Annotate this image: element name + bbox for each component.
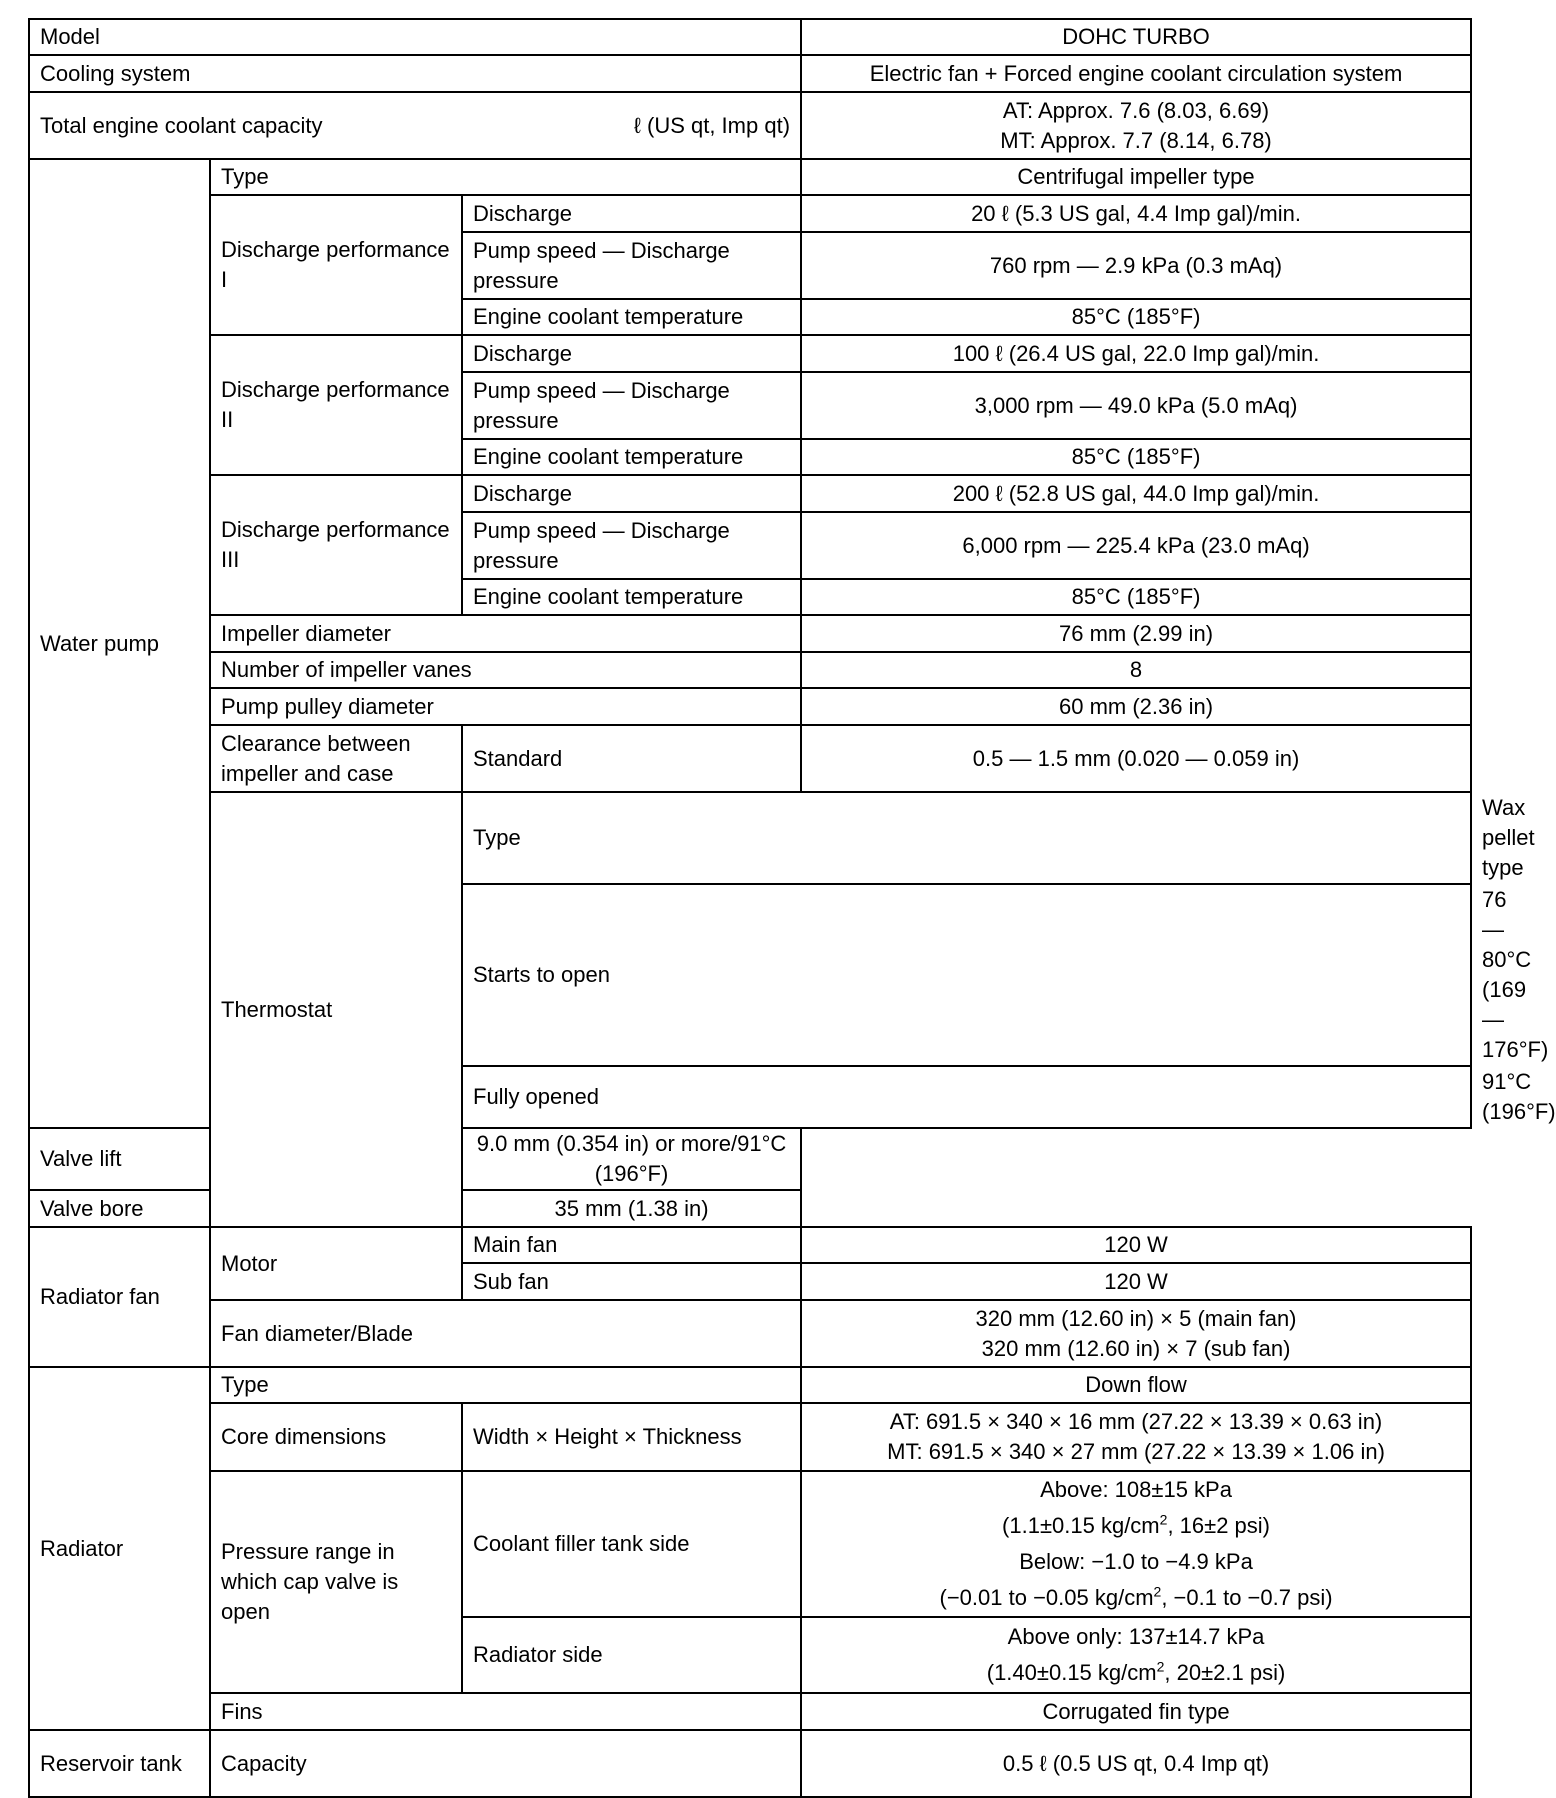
table-row bbox=[29, 688, 1471, 725]
table-row bbox=[29, 475, 1471, 512]
model-value: DOHC TURBO bbox=[801, 19, 1471, 55]
model-label: Model bbox=[29, 19, 801, 55]
filler-line-4-sup: 2 bbox=[1153, 1583, 1162, 1600]
perf2-speed-label: Pump speed — Discharge pressure bbox=[462, 372, 801, 439]
table-row: Starts to open 76 — 80°C (169 — 176°F) bbox=[29, 884, 1471, 1066]
table-row bbox=[29, 195, 1471, 232]
core-mt: MT: 691.5 × 340 × 27 mm (27.22 × 13.39 × 1.06 in) bbox=[887, 1439, 1385, 1464]
thermo-lift-value: 9.0 mm (0.354 in) or more/91°C (196°F) bbox=[462, 1128, 801, 1190]
reservoir-capacity-value: 0.5 ℓ (0.5 US qt, 0.4 Imp qt) bbox=[801, 1730, 1471, 1797]
table-row: Fully opened 91°C (196°F) bbox=[29, 1066, 1471, 1128]
pressure-range-label: Pressure range in which cap valve is open bbox=[210, 1471, 462, 1693]
filler-line-2b: , 16±2 psi) bbox=[1167, 1513, 1271, 1538]
radiator-fan-label: Radiator fan bbox=[29, 1227, 210, 1367]
wp-type-value: Centrifugal impeller type bbox=[801, 159, 1471, 195]
core-at: AT: 691.5 × 340 × 16 mm (27.22 × 13.39 × 0.63 in) bbox=[889, 1409, 1383, 1434]
total-capacity-label: Total engine coolant capacity bbox=[40, 112, 323, 138]
core-dimensions-value bbox=[801, 1403, 1471, 1471]
total-capacity-at: AT: Approx. 7.6 (8.03, 6.69) bbox=[1002, 97, 1270, 123]
table-row bbox=[29, 1471, 1471, 1617]
perf3-label: Discharge performance III bbox=[210, 475, 462, 615]
perf3-speed-label: Pump speed — Discharge pressure bbox=[462, 512, 801, 579]
radiator-line-2-sup: 2 bbox=[1156, 1658, 1165, 1675]
radiator-side-value bbox=[801, 1617, 1471, 1693]
perf1-temp-label: Engine coolant temperature bbox=[462, 299, 801, 335]
table-row bbox=[29, 1300, 1471, 1367]
table-row bbox=[29, 1730, 1471, 1797]
table-row bbox=[29, 92, 1471, 159]
filler-line-4a: (−0.01 to −0.05 kg/cm bbox=[939, 1585, 1154, 1610]
filler-line-2-sup: 2 bbox=[1159, 1511, 1168, 1528]
radiator-line-2 bbox=[812, 1655, 1460, 1691]
table-row bbox=[29, 1190, 1471, 1227]
table-row bbox=[29, 159, 1471, 195]
perf1-temp-value: 85°C (185°F) bbox=[801, 299, 1471, 335]
thermo-type-label: Type bbox=[462, 792, 1471, 884]
table-row bbox=[29, 1367, 1471, 1403]
radiator-side-label: Radiator side bbox=[462, 1617, 801, 1693]
table-row bbox=[29, 615, 1471, 652]
thermo-fully-label: Fully opened bbox=[462, 1066, 1471, 1128]
filler-line-4b: , −0.1 to −0.7 psi) bbox=[1161, 1585, 1333, 1610]
reservoir-label: Reservoir tank bbox=[29, 1730, 210, 1797]
table-row bbox=[29, 652, 1471, 688]
table-row bbox=[29, 725, 1471, 792]
table-row bbox=[29, 1403, 1471, 1471]
thermo-bore-value: 35 mm (1.38 in) bbox=[462, 1190, 801, 1227]
sub-fan-value: 120 W bbox=[801, 1263, 1471, 1300]
radiator-line-2b: , 20±2.1 psi) bbox=[1164, 1660, 1286, 1685]
pulley-diameter-label: Pump pulley diameter bbox=[210, 688, 801, 725]
perf2-discharge-value: 100 ℓ (26.4 US gal, 22.0 Imp gal)/min. bbox=[801, 335, 1471, 372]
reservoir-capacity-label: Capacity bbox=[210, 1730, 801, 1797]
perf3-speed-value: 6,000 rpm — 225.4 kPa (23.0 mAq) bbox=[801, 512, 1471, 579]
perf1-discharge-label: Discharge bbox=[462, 195, 801, 232]
total-capacity-cell bbox=[29, 92, 801, 159]
table-row bbox=[29, 335, 1471, 372]
impeller-vanes-label: Number of impeller vanes bbox=[210, 652, 801, 688]
filler-line-3: Below: −1.0 to −4.9 kPa bbox=[1019, 1549, 1253, 1574]
table-row bbox=[29, 55, 1471, 92]
perf1-speed-label: Pump speed — Discharge pressure bbox=[462, 232, 801, 299]
fan-diameter-sub: 320 mm (12.60 in) × 7 (sub fan) bbox=[981, 1335, 1291, 1361]
table-row bbox=[29, 1128, 1471, 1190]
wp-type-label: Type bbox=[210, 159, 801, 195]
filler-line-2 bbox=[812, 1508, 1460, 1544]
perf1-discharge-value: 20 ℓ (5.3 US gal, 4.4 Imp gal)/min. bbox=[801, 195, 1471, 232]
total-capacity-value bbox=[801, 92, 1471, 159]
total-capacity-mt: MT: Approx. 7.7 (8.14, 6.78) bbox=[1000, 127, 1272, 153]
perf2-speed-value: 3,000 rpm — 49.0 kPa (5.0 mAq) bbox=[801, 372, 1471, 439]
cooling-spec-table bbox=[28, 18, 1556, 1798]
perf2-discharge-label: Discharge bbox=[462, 335, 801, 372]
filler-line-4 bbox=[812, 1580, 1460, 1616]
filler-line-1: Above: 108±15 kPa bbox=[1040, 1477, 1232, 1502]
perf3-temp-value: 85°C (185°F) bbox=[801, 579, 1471, 615]
radiator-type-label: Type bbox=[210, 1367, 801, 1403]
perf1-label: Discharge performance I bbox=[210, 195, 462, 335]
perf1-speed-value: 760 rpm — 2.9 kPa (0.3 mAq) bbox=[801, 232, 1471, 299]
motor-label: Motor bbox=[210, 1227, 462, 1300]
sub-fan-label: Sub fan bbox=[462, 1263, 801, 1300]
main-fan-value: 120 W bbox=[801, 1227, 1471, 1263]
impeller-vanes-value: 8 bbox=[801, 652, 1471, 688]
radiator-label: Radiator bbox=[29, 1367, 210, 1730]
cooling-system-label: Cooling system bbox=[29, 55, 801, 92]
impeller-diameter-label: Impeller diameter bbox=[210, 615, 801, 652]
filler-line-2a: (1.1±0.15 kg/cm bbox=[1002, 1513, 1160, 1538]
main-fan-label: Main fan bbox=[462, 1227, 801, 1263]
pulley-diameter-value: 60 mm (2.36 in) bbox=[801, 688, 1471, 725]
radiator-type-value: Down flow bbox=[801, 1367, 1471, 1403]
fins-label: Fins bbox=[210, 1693, 801, 1730]
perf2-temp-value: 85°C (185°F) bbox=[801, 439, 1471, 475]
radiator-line-1: Above only: 137±14.7 kPa bbox=[1007, 1624, 1265, 1649]
core-dimensions-sub: Width × Height × Thickness bbox=[462, 1403, 801, 1471]
clearance-value: 0.5 — 1.5 mm (0.020 — 0.059 in) bbox=[801, 725, 1471, 792]
thermo-starts-label: Starts to open bbox=[462, 884, 1471, 1066]
clearance-standard-label: Standard bbox=[462, 725, 801, 792]
thermo-bore-label: Valve bore bbox=[29, 1190, 462, 1227]
fan-diameter-value bbox=[801, 1300, 1471, 1367]
table-row bbox=[29, 1693, 1471, 1730]
clearance-label: Clearance between impeller and case bbox=[210, 725, 462, 792]
filler-tank-value bbox=[801, 1471, 1471, 1617]
radiator-line-2a: (1.40±0.15 kg/cm bbox=[986, 1660, 1157, 1685]
perf3-discharge-label: Discharge bbox=[462, 475, 801, 512]
perf2-label: Discharge performance II bbox=[210, 335, 462, 475]
fan-diameter-label: Fan diameter/Blade bbox=[210, 1300, 801, 1367]
filler-tank-label: Coolant filler tank side bbox=[462, 1471, 801, 1617]
table-row bbox=[29, 19, 1471, 55]
total-capacity-unit: ℓ (US qt, Imp qt) bbox=[633, 112, 791, 138]
table-row bbox=[29, 1227, 1471, 1263]
fan-diameter-main: 320 mm (12.60 in) × 5 (main fan) bbox=[975, 1305, 1297, 1331]
impeller-diameter-value: 76 mm (2.99 in) bbox=[801, 615, 1471, 652]
thermostat-label: Thermostat bbox=[210, 792, 462, 1227]
perf2-temp-label: Engine coolant temperature bbox=[462, 439, 801, 475]
thermo-lift-label: Valve lift bbox=[29, 1128, 462, 1190]
cooling-system-value: Electric fan + Forced engine coolant circulation system bbox=[801, 55, 1471, 92]
water-pump-label: Water pump bbox=[29, 159, 210, 1128]
perf3-discharge-value: 200 ℓ (52.8 US gal, 44.0 Imp gal)/min. bbox=[801, 475, 1471, 512]
fins-value: Corrugated fin type bbox=[801, 1693, 1471, 1730]
core-dimensions-label: Core dimensions bbox=[210, 1403, 462, 1471]
table-row: Thermostat Type Wax pellet type bbox=[29, 792, 1471, 884]
perf3-temp-label: Engine coolant temperature bbox=[462, 579, 801, 615]
